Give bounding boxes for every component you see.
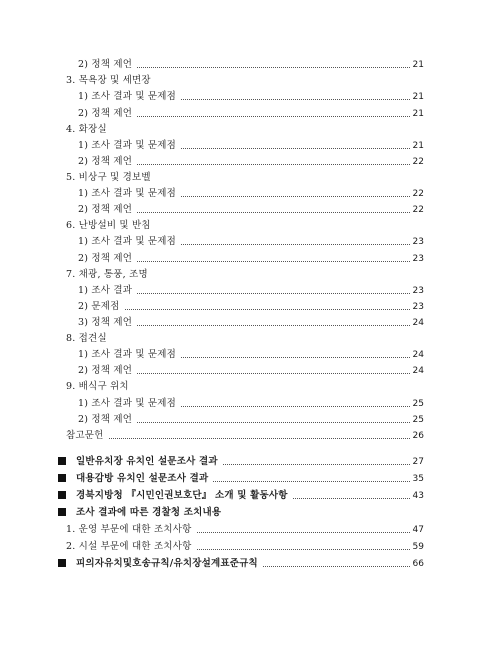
dot-leader (137, 422, 409, 423)
toc-entry (78, 297, 424, 313)
toc-page-number: 43 (412, 491, 424, 501)
toc-entry (66, 537, 424, 553)
toc-entry (66, 120, 424, 136)
toc-entry-text: 2) 정책 제언 (78, 204, 133, 215)
toc-page-number: 22 (412, 189, 424, 199)
toc-entry (58, 469, 424, 485)
toc-entry-text: 1) 조사 결과 (78, 285, 133, 296)
dot-leader (137, 373, 409, 374)
toc-entry-title (66, 172, 151, 184)
toc-entry-text: 3) 정책 제언 (78, 317, 133, 328)
square-bullet-icon (58, 491, 66, 499)
toc-page-number: 27 (412, 457, 424, 467)
dot-leader (181, 148, 410, 149)
toc-entry-text: 2) 정책 제언 (78, 59, 133, 70)
toc-page-number: 23 (412, 286, 424, 296)
square-bullet-icon (58, 474, 66, 482)
toc-entry-title (78, 398, 176, 410)
toc-entry-title (78, 349, 176, 361)
dot-leader (137, 164, 409, 165)
toc-entry-title (78, 91, 176, 103)
toc-entry-title (66, 333, 107, 345)
dot-leader (137, 212, 409, 213)
toc-page-number: 59 (412, 542, 424, 552)
toc-entry-text: 조사 결과에 따른 경찰청 조치내용 (76, 507, 222, 518)
dot-leader (125, 309, 410, 310)
toc-entry-title (78, 59, 132, 71)
toc-entry-text: 1) 조사 결과 및 문제점 (78, 140, 177, 151)
toc-entry-text: 2) 정책 제언 (78, 253, 133, 264)
toc-entry-text: 9. 배식구 위치 (66, 381, 129, 392)
toc-page-number: 47 (412, 525, 424, 535)
dot-leader (293, 498, 410, 499)
toc-entry-text: 1. 운영 부문에 대한 조치사항 (66, 524, 192, 535)
toc-entry-text: 1) 조사 결과 및 문제점 (78, 91, 177, 102)
toc-entry (78, 249, 424, 265)
toc-page-number: 21 (412, 109, 424, 119)
toc-entry-text: 2) 정책 제언 (78, 156, 133, 167)
toc-entry (66, 329, 424, 345)
toc-entry-title (78, 204, 132, 216)
toc-entry-text: 4. 화장실 (66, 124, 107, 135)
toc-entry (58, 486, 424, 502)
toc-entry-title (66, 75, 151, 87)
toc-entry (66, 265, 424, 281)
toc-entry-title (66, 124, 107, 136)
toc-entry (78, 184, 424, 200)
toc-entry-text: 6. 난방설비 및 반침 (66, 220, 151, 231)
dot-leader (181, 99, 410, 100)
toc-page-number: 23 (412, 254, 424, 264)
toc-entry (78, 104, 424, 120)
dot-leader (137, 325, 409, 326)
toc-page-number: 22 (412, 157, 424, 167)
toc-entry (66, 520, 424, 536)
toc-entry-text: 8. 접견실 (66, 333, 107, 344)
dot-leader (137, 293, 409, 294)
toc-entry-text: 1) 조사 결과 및 문제점 (78, 188, 177, 199)
toc-entry-text: 2) 정책 제언 (78, 108, 133, 119)
toc-entry (78, 152, 424, 168)
toc-entry-title (78, 236, 176, 248)
toc-entry (78, 410, 424, 426)
toc-entry (78, 232, 424, 248)
dot-leader (137, 67, 409, 68)
toc-entry-text: 대용감방 유치인 설문조사 결과 (76, 473, 209, 484)
dot-leader (181, 196, 410, 197)
square-bullet-icon (58, 457, 66, 465)
toc-entry-title (66, 381, 129, 393)
dot-leader (181, 244, 410, 245)
dot-leader (137, 261, 409, 262)
toc-page-number: 21 (412, 141, 424, 151)
toc-page-number: 24 (412, 366, 424, 376)
toc-entry-text: 2) 문제점 (78, 301, 120, 312)
toc-page-number: 26 (412, 431, 424, 441)
toc-entry-text: 2) 정책 제언 (78, 414, 133, 425)
toc-entry-title (78, 140, 176, 152)
toc-entry-title (78, 188, 176, 200)
toc-page-number: 25 (412, 399, 424, 409)
toc-entry-title (58, 456, 218, 468)
square-bullet-icon (58, 508, 66, 516)
toc-entry (78, 394, 424, 410)
toc-entry (78, 345, 424, 361)
dot-leader (197, 549, 410, 550)
toc-page-number: 25 (412, 415, 424, 425)
toc-entry-text: 일반유치장 유치인 설문조사 결과 (76, 456, 218, 467)
toc-entry-text: 5. 비상구 및 경보벨 (66, 172, 151, 183)
toc-entry (78, 87, 424, 103)
dot-leader (263, 566, 410, 567)
toc-page-number: 21 (412, 60, 424, 70)
dot-leader (181, 406, 410, 407)
toc-entry-title (58, 490, 288, 502)
toc-page-number: 21 (412, 92, 424, 102)
toc-page-number: 23 (412, 302, 424, 312)
dot-leader (109, 438, 410, 439)
toc-entry (78, 200, 424, 216)
toc-entry (66, 426, 424, 442)
toc-page-number: 35 (412, 474, 424, 484)
toc-page-number: 24 (412, 318, 424, 328)
square-bullet-icon (58, 559, 66, 567)
toc-entry (66, 71, 424, 87)
toc-entry (78, 361, 424, 377)
toc-entry-title (78, 156, 132, 168)
toc-entry-text: 3. 목욕장 및 세면장 (66, 75, 151, 86)
toc-entry-title (66, 524, 192, 536)
toc-entry-title (78, 414, 132, 426)
dot-leader (223, 464, 410, 465)
toc-entry-text: 1) 조사 결과 및 문제점 (78, 236, 177, 247)
toc-entry-title (78, 365, 132, 377)
toc-entry-text: 1) 조사 결과 및 문제점 (78, 349, 177, 360)
toc-entry-title (58, 507, 221, 519)
toc-entry-text: 피의자유치및호송규칙/유치장설계표준규칙 (76, 558, 258, 569)
toc-entry-title (66, 220, 151, 232)
toc-entry-title (78, 108, 132, 120)
toc-entry-text: 2) 정책 제언 (78, 365, 133, 376)
toc-entry-title (66, 541, 192, 553)
toc-entry (58, 554, 424, 570)
toc-page-number: 24 (412, 350, 424, 360)
toc-entry-title (58, 558, 258, 570)
toc-entry (66, 168, 424, 184)
toc-entry-text: 2. 시설 부문에 대한 조치사항 (66, 541, 192, 552)
toc-entry-text: 경북지방청 『시민인권보호단』 소개 및 활동사항 (76, 490, 288, 501)
toc-entry (66, 377, 424, 393)
toc-entry (58, 452, 424, 468)
toc-entry-title (58, 473, 208, 485)
toc-entry (78, 313, 424, 329)
toc-page-number: 66 (412, 559, 424, 569)
toc-entry-title (78, 301, 120, 313)
toc-entry (78, 281, 424, 297)
toc-entry (78, 55, 424, 71)
dot-leader (137, 116, 409, 117)
toc-entry-title (66, 269, 148, 281)
toc-entry (66, 216, 424, 232)
toc-page-number: 22 (412, 205, 424, 215)
toc-entry-title (66, 430, 104, 442)
toc-entry-title (78, 253, 132, 265)
toc-entry (78, 136, 424, 152)
toc-entry-text: 1) 조사 결과 및 문제점 (78, 398, 177, 409)
dot-leader (181, 357, 410, 358)
toc-entry (58, 503, 424, 519)
toc-page-number: 23 (412, 237, 424, 247)
toc-entry-title (78, 317, 132, 329)
dot-leader (197, 532, 410, 533)
toc-entry-text: 참고문헌 (66, 430, 104, 441)
toc-entry-title (78, 285, 132, 297)
dot-leader (213, 481, 409, 482)
toc-entry-text: 7. 채광, 통풍, 조명 (66, 269, 148, 280)
